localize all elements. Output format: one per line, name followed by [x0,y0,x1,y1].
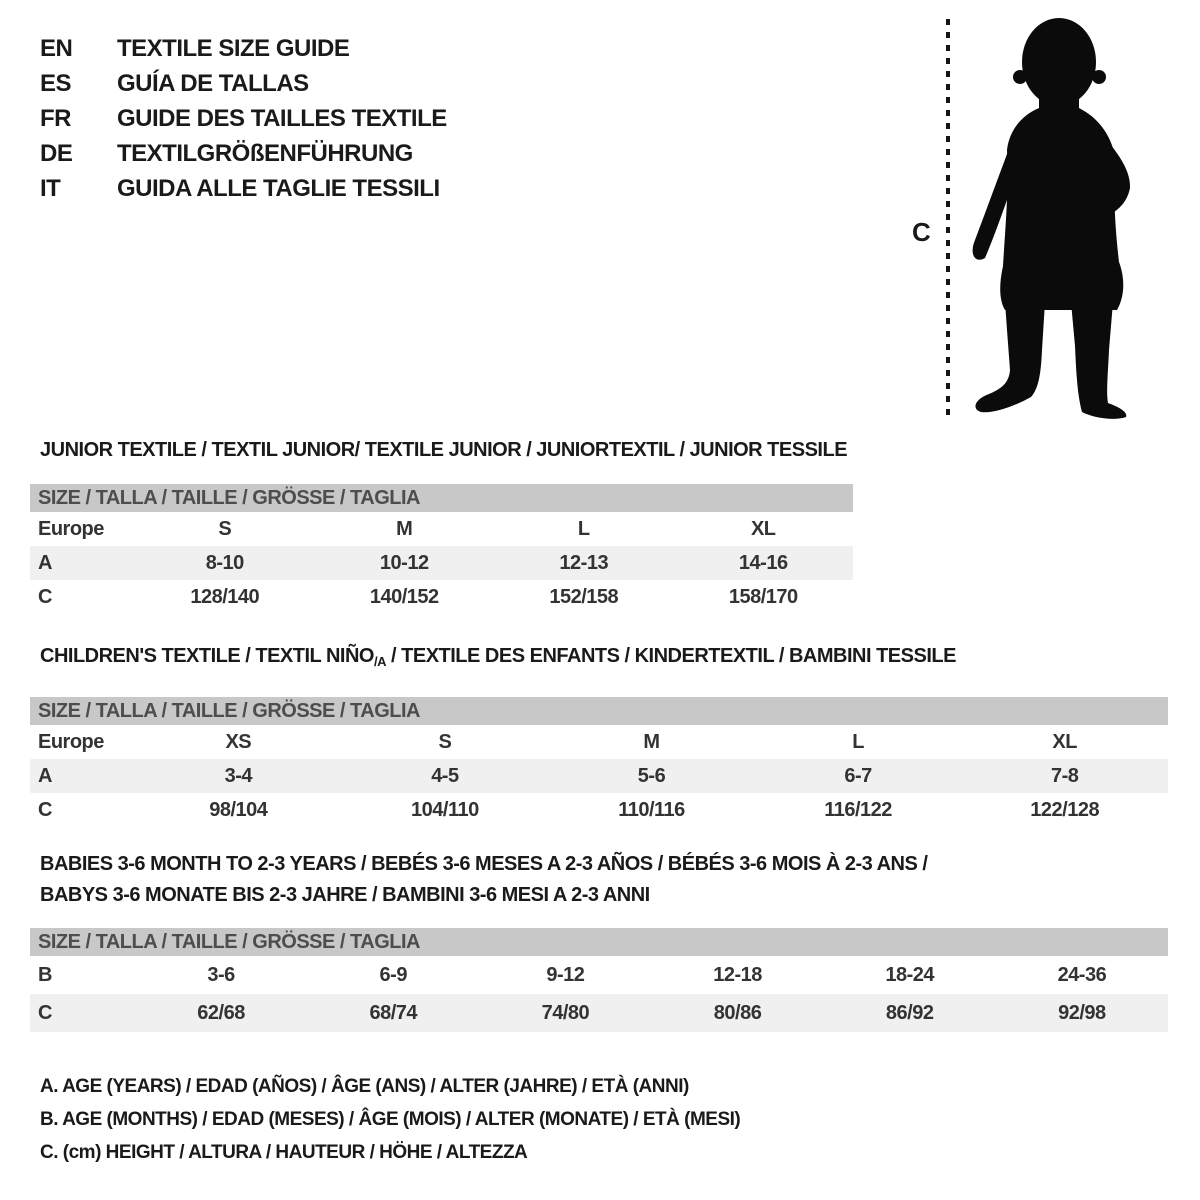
age-cell: 5-6 [548,759,755,793]
guide-title-it: GUIDA ALLE TAGLIE TESSILI [117,175,440,202]
language-code: IT [40,175,61,202]
age-cell: 7-8 [961,759,1168,793]
age-cell: 6-9 [379,963,407,986]
height-cell: 110/116 [618,798,685,821]
age-cell: 18-24 [885,963,935,986]
children-section-title [40,646,956,672]
junior-size-table [30,484,853,614]
height-cell: 128/140 [190,585,260,608]
children-size-table [30,697,1168,827]
babies-section-title [40,849,927,911]
size-cell: L [577,517,590,540]
row-label-age-years: A [30,759,135,793]
language-row-fr [40,101,447,136]
language-row-en [40,31,447,66]
note-age-months: B. AGE (MONTHS) / EDAD (MESES) / ÂGE (MOIS) / ALTER (MONATE) / ETÀ (MESI) [40,1109,741,1130]
language-code: DE [40,140,73,167]
babies-title-line1: BABIES 3-6 MONTH TO 2-3 YEARS / BEBÉS 3-6 MESES A 2-3 AÑOS / BÉBÉS 3-6 MOIS À 2-3 ANS / [40,853,928,875]
size-cell: S [218,517,232,540]
row-label-europe: Europe [38,517,104,540]
height-cell: 86/92 [824,994,996,1032]
height-cell: 98/104 [209,798,268,821]
height-cell: 62/68 [135,994,307,1032]
age-cell: 12-18 [713,963,762,986]
size-header-bar: SIZE / TALLA / TAILLE / GRÖSSE / TAGLIA [30,484,853,512]
size-header-bar: SIZE / TALLA / TAILLE / GRÖSSE / TAGLIA [30,697,1168,725]
language-row-de [40,136,447,171]
height-cell: 158/170 [728,585,798,608]
size-cell: XL [750,517,776,540]
language-row-it [40,171,447,206]
height-measure-dashed-line [946,19,950,416]
size-cell: XS [225,730,252,753]
size-cell: M [396,517,413,540]
height-cell: 92/98 [996,994,1168,1032]
guide-title-en: TEXTILE SIZE GUIDE [117,35,350,62]
size-cell: XL [1052,730,1077,753]
language-row-es [40,66,447,101]
age-cell: 9-12 [546,963,585,986]
height-cell: 122/128 [1030,798,1100,821]
row-label-height: C [38,585,52,608]
height-cell: 80/86 [651,994,823,1032]
age-cell: 14-16 [674,546,854,580]
note-age-years: A. AGE (YEARS) / EDAD (AÑOS) / ÂGE (ANS) / ALTER (JAHRE) / ETÀ (ANNI) [40,1076,689,1097]
row-label-age-months: B [38,963,52,986]
babies-title-line2: BABYS 3-6 MONATE BIS 2-3 JAHRE / BAMBINI 3-6 MESI A 2-3 ANNI [40,884,650,906]
height-cell: 104/110 [411,798,479,821]
height-cell: 74/80 [479,994,651,1032]
children-title-part2: / TEXTILE DES ENFANTS / KINDERTEXTIL / BAMBINI TESSILE [385,645,956,667]
height-cell: 140/152 [369,585,439,608]
junior-section-title: JUNIOR TEXTILE / TEXTIL JUNIOR/ TEXTILE JUNIOR / JUNIORTEXTIL / JUNIOR TESSILE [40,439,848,461]
children-title-sub: /A [373,654,386,669]
height-cell: 68/74 [307,994,479,1032]
age-cell: 3-6 [207,963,235,986]
guide-title-de: TEXTILGRÖßENFÜHRUNG [117,140,413,167]
age-cell: 3-4 [135,759,342,793]
guide-title-fr: GUIDE DES TAILLES TEXTILE [117,105,447,132]
language-title-list [40,31,447,206]
row-label-age-years: A [30,546,135,580]
age-cell: 10-12 [315,546,495,580]
size-cell: M [643,730,660,753]
age-cell: 24-36 [1057,963,1107,986]
size-cell: L [852,730,864,753]
age-cell: 12-13 [494,546,674,580]
age-cell: 8-10 [135,546,315,580]
legend-notes [40,1070,740,1169]
children-title-part1: CHILDREN'S TEXTILE / TEXTIL NIÑO [40,645,374,667]
row-label-height: C [38,798,52,821]
babies-size-table [30,928,1168,1032]
height-cell: 116/122 [824,798,892,821]
size-header-bar: SIZE / TALLA / TAILLE / GRÖSSE / TAGLIA [30,928,1168,956]
language-code: EN [40,35,73,62]
toddler-silhouette-icon [965,16,1140,420]
height-measure-label: C [912,217,931,247]
language-code: ES [40,70,72,97]
age-cell: 6-7 [755,759,962,793]
language-code: FR [40,105,71,132]
size-cell: S [438,730,452,753]
row-label-europe: Europe [38,730,104,753]
age-cell: 4-5 [342,759,549,793]
row-label-height: C [30,994,135,1032]
guide-title-es: GUÍA DE TALLAS [117,70,309,97]
height-cell: 152/158 [549,585,619,608]
note-height-cm: C. (cm) HEIGHT / ALTURA / HAUTEUR / HÖHE / ALTEZZA [40,1142,528,1163]
